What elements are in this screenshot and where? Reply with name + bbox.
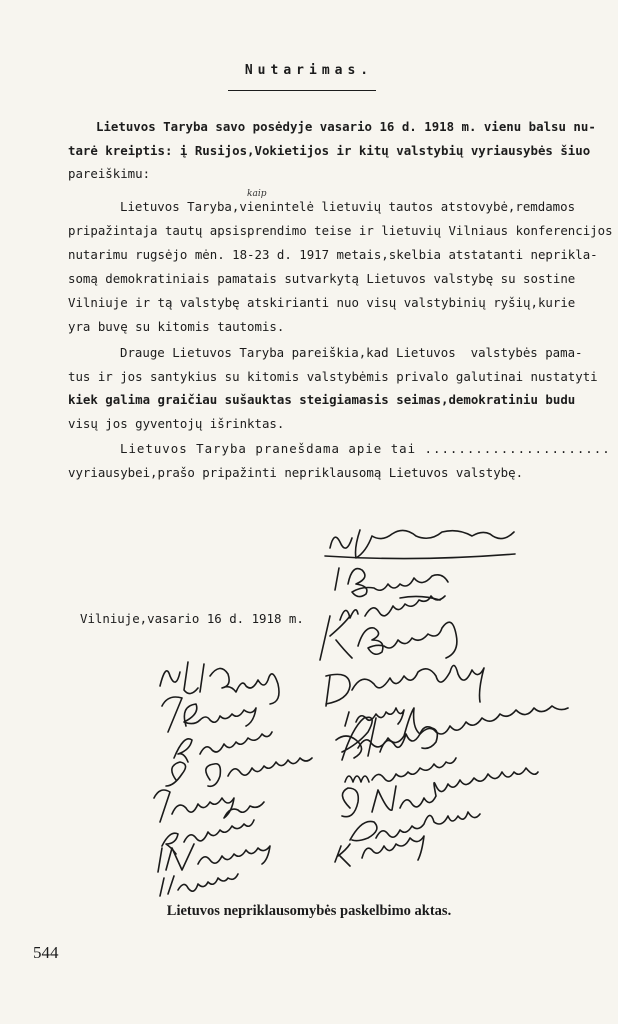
signature-petrulis	[350, 812, 480, 841]
handwritten-insert: kaip	[247, 189, 267, 199]
signature-birziska	[340, 596, 445, 620]
place-date: Vilniuje,vasario 16 d. 1918 m.	[80, 611, 304, 626]
text-line-6: nutarimu rugsėjo mėn. 18-23 d. 1917 metais,skelbia atstatanti neprikla-	[68, 247, 598, 262]
signature-malinauskas	[336, 706, 568, 758]
signature-bizauskas	[320, 616, 457, 660]
text-line-8: Vilniuje ir tą valstybę atskirianti nuo visų valstybinių ryšių,kurie	[68, 295, 576, 310]
text-line-14: Lietuvos Taryba pranešdama apie tai ......................	[120, 441, 611, 456]
signature-vailokaitis	[158, 844, 270, 872]
text-line-7: somą demokratiniais pamatais sutvarkytą Lietuvos valstybę su sostine	[68, 271, 576, 286]
text-line-5: pripažintaja tautų apsisprendimo teise ir lietuvių Vilniaus konferencijos	[68, 223, 613, 238]
signature-staugaitis	[154, 790, 264, 822]
text-line-3: pareiškimu:	[68, 166, 151, 181]
text-line-2: tarė kreiptis: į Rusijos,Vokietijos ir kitų valstybių vyriausybės šiuo	[68, 143, 591, 158]
text-line-15: vyriausybei,prašo pripažinti nepriklausomą Lietuvos valstybę.	[68, 465, 524, 480]
text-line-9: yra buvę su kitomis tautomis.	[68, 319, 285, 334]
text-line-4: Lietuvos Taryba,vienintelė lietuvių tautos atstovybė,remdamos	[120, 199, 576, 214]
signature-saulys-k	[335, 836, 424, 866]
signature-klimas	[342, 717, 437, 760]
page-number: 544	[33, 943, 59, 962]
signature-mironas	[345, 758, 456, 782]
document-caption: Lietuvos nepriklausomybės paskelbimo aktas.	[166, 903, 452, 919]
signature-sernas	[162, 697, 256, 732]
signature-bonaitis	[335, 568, 448, 600]
signature-stulginskis	[162, 820, 254, 854]
signature-narutowicz	[342, 768, 538, 817]
signature-basanavicius	[325, 530, 515, 559]
text-line-10: Drauge Lietuvos Taryba pareiškia,kad Lietuvos valstybės pama-	[120, 345, 583, 360]
signature-vileisis	[160, 874, 238, 896]
signature-smetona	[174, 732, 272, 762]
text-line-12: kiek galima graičiau sušauktas steigiamasis seimas,demokratiniu budu	[68, 392, 576, 407]
text-line-1: Lietuvos Taryba savo posėdyje vasario 16 d. 1918 m. vienu balsu nu-	[96, 119, 596, 134]
document-title: Nutarimas.	[244, 63, 374, 78]
text-line-11: tus ir jos santykius su kitomis valstybėmis privalo galutinai nustatyti	[68, 369, 598, 384]
text-line-13: visų jos gyventojų išrinktas.	[68, 416, 285, 431]
signature-dovydaitis	[326, 665, 484, 706]
